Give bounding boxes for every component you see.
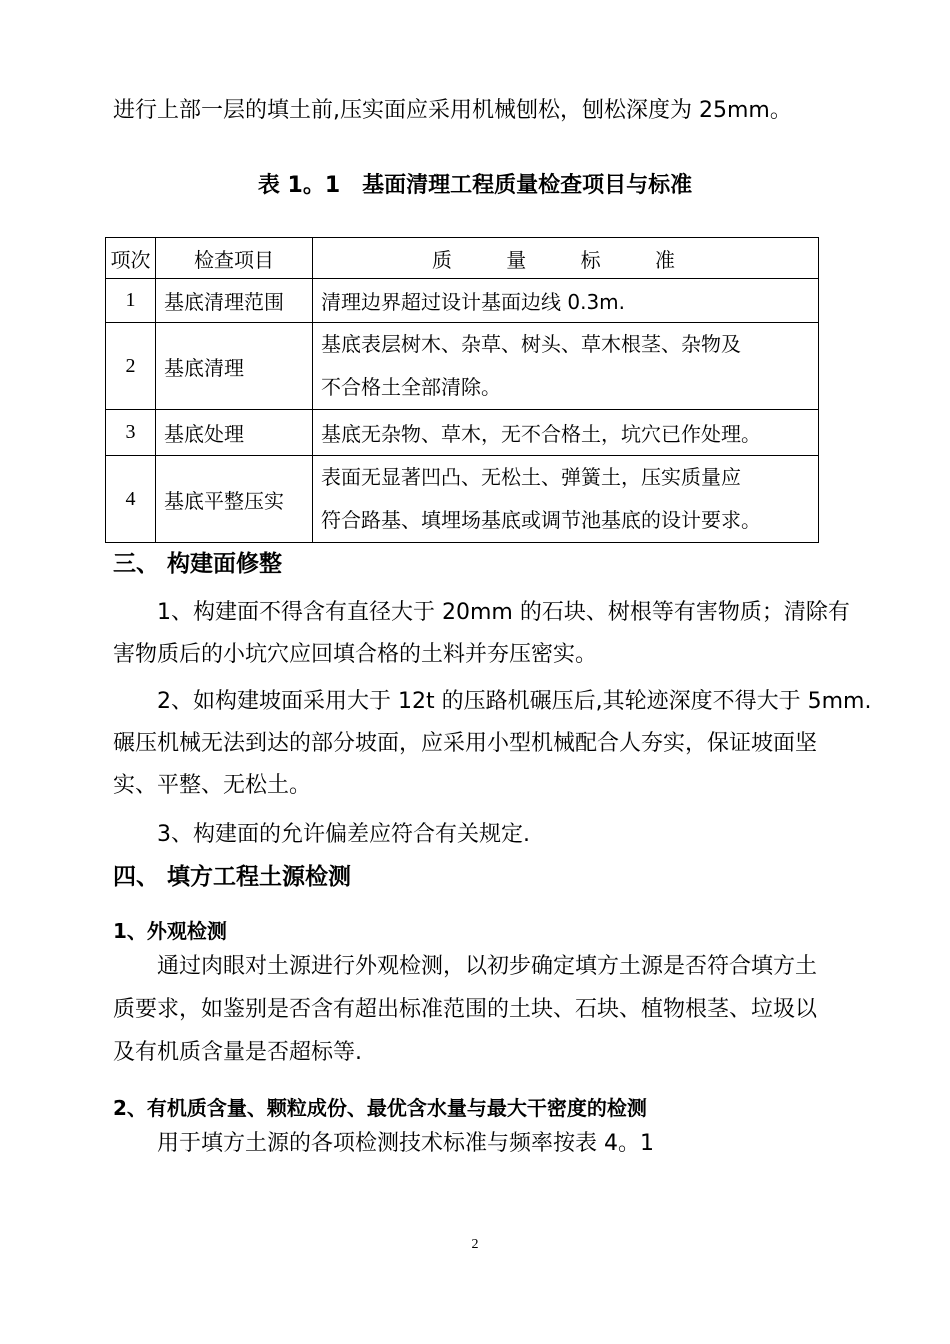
row-item: 基底清理	[156, 323, 313, 410]
row-no: 2	[106, 323, 156, 410]
intro-paragraph: 进行上部一层的填土前,压实面应采用机械刨松，刨松深度为 25mm。	[113, 98, 792, 123]
section4-p2: 用于填方土源的各项检测技术标准与频率按表 4。1	[157, 1131, 654, 1156]
quality-check-table	[105, 237, 819, 543]
table-row	[106, 323, 819, 410]
standard-line: 表面无显著凹凸、无松土、弹簧土，压实质量应	[321, 465, 741, 489]
row-standard: 基底无杂物、草木，无不合格土，坑穴已作处理。	[313, 410, 819, 456]
table-caption: 表 1。1 基面清理工程质量检查项目与标准	[257, 173, 693, 198]
section4-p1-line3: 及有机质含量是否超标等.	[113, 1040, 362, 1065]
table-row	[106, 456, 819, 543]
section3-p1-line1: 1、构建面不得含有直径大于 20mm 的石块、树根等有害物质；清除有	[157, 600, 850, 625]
row-item: 基底清理范围	[156, 279, 313, 323]
row-standard	[313, 323, 819, 410]
section4-sub2: 2、有机质含量、颗粒成份、最优含水量与最大干密度的检测	[113, 1096, 647, 1120]
row-no: 1	[106, 279, 156, 323]
standard-line: 不合格土全部清除。	[321, 375, 501, 399]
section3-p2-line3: 实、平整、无松土。	[113, 773, 312, 798]
header-no: 项次	[106, 238, 156, 279]
row-no: 4	[106, 456, 156, 543]
section4-heading: 四、 填方工程土源检测	[113, 864, 352, 890]
table-row	[106, 410, 819, 456]
row-item: 基底处理	[156, 410, 313, 456]
standard-line: 符合路基、填埋场基底或调节池基底的设计要求。	[321, 508, 761, 532]
section3-heading: 三、 构建面修整	[113, 551, 283, 577]
header-standard: 质 量 标 准	[313, 238, 819, 279]
row-item: 基底平整压实	[156, 456, 313, 543]
row-no: 3	[106, 410, 156, 456]
section3-p2-line1: 2、如构建坡面采用大于 12t 的压路机碾压后,其轮迹深度不得大于 5mm.	[157, 689, 872, 714]
row-standard	[313, 456, 819, 543]
row-standard: 清理边界超过设计基面边线 0.3m.	[313, 279, 819, 323]
header-item: 检查项目	[156, 238, 313, 279]
section3-p3: 3、构建面的允许偏差应符合有关规定.	[157, 822, 530, 847]
section4-p1-line2: 质要求，如鉴别是否含有超出标准范围的土块、石块、植物根茎、垃圾以	[113, 997, 818, 1022]
section4-p1-line1: 通过肉眼对土源进行外观检测，以初步确定填方土源是否符合填方土	[157, 954, 818, 979]
section4-sub1: 1、外观检测	[113, 919, 227, 943]
section3-p2-line2: 碾压机械无法到达的部分坡面，应采用小型机械配合人夯实，保证坡面坚	[113, 731, 818, 756]
page-number: 2	[471, 1237, 479, 1252]
section3-p1-line2: 害物质后的小坑穴应回填合格的土料并夯压密实。	[113, 642, 598, 667]
standard-line: 基底表层树木、杂草、树头、草木根茎、杂物及	[321, 332, 741, 356]
table-header-row	[106, 238, 819, 279]
table-row	[106, 279, 819, 323]
